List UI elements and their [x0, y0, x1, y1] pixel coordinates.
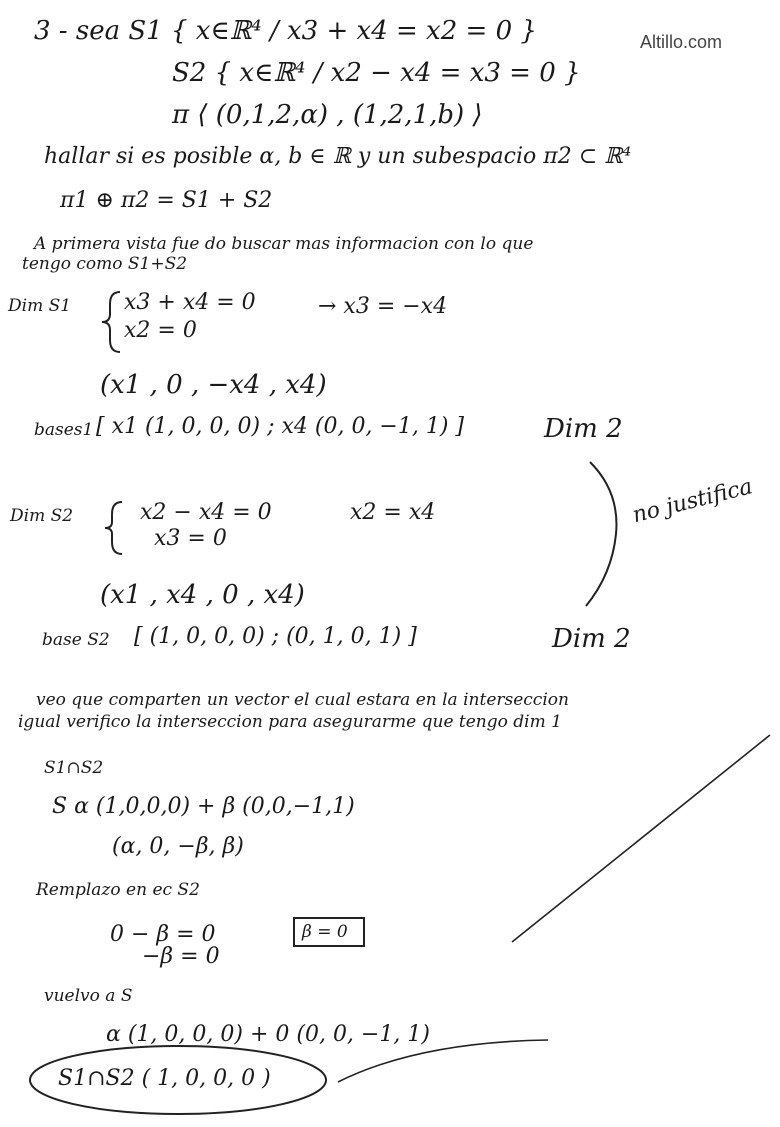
line-03: π ⟨ (0,1,2,α) , (1,2,1,b) ⟩: [172, 100, 483, 130]
grader-diagonal: [512, 735, 770, 942]
line-32: β = 0: [302, 922, 348, 942]
line-06: A primera vista fue do buscar mas informacion con lo que: [34, 234, 534, 254]
line-18: x3 = 0: [154, 526, 227, 551]
line-02: S2 { x∈ℝ⁴ / x2 − x4 = x3 = 0 }: [172, 58, 581, 88]
line-15: Dim 2: [544, 414, 623, 444]
line-11: → x3 = −x4: [318, 294, 448, 319]
line-10: x2 = 0: [124, 318, 197, 343]
line-24: veo que comparten un vector el cual estara en la interseccion: [36, 690, 569, 710]
line-19: x2 = x4: [350, 500, 436, 525]
line-25: igual verifico la interseccion para asegurarme que tengo dim 1: [18, 712, 562, 732]
margin-note: no justifica: [630, 474, 756, 529]
line-12: (x1 , 0 , −x4 , x4): [100, 370, 327, 400]
line-26: S1∩S2: [44, 758, 104, 778]
watermark: Altillo.com: [640, 32, 723, 52]
line-07: tengo como S1+S2: [22, 254, 188, 274]
line-22: [ (1, 0, 0, 0) ; (0, 1, 0, 1) ]: [134, 624, 417, 649]
line-21: base S2: [42, 630, 110, 650]
line-14: [ x1 (1, 0, 0, 0) ; x4 (0, 0, −1, 1) ]: [96, 414, 465, 439]
line-31: −β = 0: [142, 944, 220, 969]
line-13: bases1: [34, 420, 94, 440]
line-05: π1 ⊕ π2 = S1 + S2: [60, 188, 273, 213]
system-brace-s2: [105, 502, 122, 554]
line-04: hallar si es posible α, b ∈ ℝ y un subespacio π2 ⊂ ℝ⁴: [44, 144, 632, 169]
line-34: α (1, 0, 0, 0) + 0 (0, 0, −1, 1): [106, 1022, 430, 1047]
line-35: S1∩S2 ( 1, 0, 0, 0 ): [58, 1066, 271, 1091]
line-01: 3 - sea S1 { x∈ℝ⁴ / x3 + x4 = x2 = 0 }: [34, 16, 537, 46]
line-09: x3 + x4 = 0: [124, 290, 256, 315]
line-23: Dim 2: [552, 624, 631, 654]
system-brace-s1: [102, 292, 120, 352]
line-17: x2 − x4 = 0: [140, 500, 272, 525]
line-16: Dim S2: [10, 506, 74, 526]
line-29: Remplazo en ec S2: [36, 880, 200, 900]
line-08: Dim S1: [8, 296, 72, 316]
line-28: (α, 0, −β, β): [112, 834, 244, 859]
line-33: vuelvo a S: [44, 986, 133, 1006]
line-30: 0 − β = 0: [110, 922, 216, 947]
line-27: S α (1,0,0,0) + β (0,0,−1,1): [52, 794, 355, 819]
margin-bracket: [586, 462, 616, 606]
line-20: (x1 , x4 , 0 , x4): [100, 580, 305, 610]
